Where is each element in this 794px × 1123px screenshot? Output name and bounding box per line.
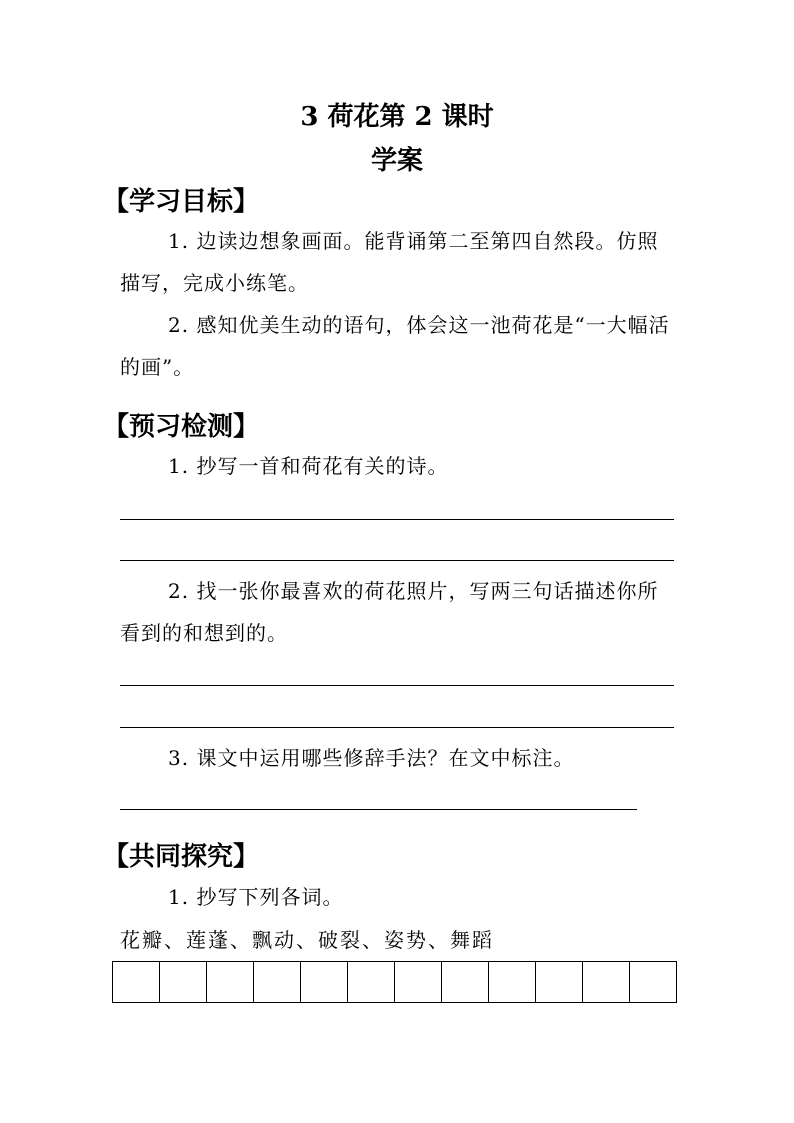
section-heading-goals: 【学习目标】 — [103, 187, 260, 217]
preview-item-2: 2. 找一张你最喜欢的荷花照片，写两三句话描述你所看到的和想到的。 — [120, 579, 659, 645]
explore-item-1: 1. 抄写下列各词。 — [168, 885, 344, 909]
writing-cell[interactable] — [113, 962, 160, 1002]
writing-cell[interactable] — [160, 962, 207, 1002]
writing-cell[interactable] — [395, 962, 442, 1002]
answer-line[interactable] — [120, 560, 674, 561]
writing-cell[interactable] — [301, 962, 348, 1002]
answer-line[interactable] — [120, 685, 674, 686]
goal-item-2: 2. 感知优美生动的语句，体会这一池荷花是“一大幅活的画”。 — [120, 313, 670, 379]
section-heading-explore: 【共同探究】 — [103, 842, 260, 872]
answer-line[interactable] — [120, 809, 637, 810]
writing-cell[interactable] — [630, 962, 677, 1002]
writing-cell[interactable] — [254, 962, 301, 1002]
writing-cell[interactable] — [207, 962, 254, 1002]
answer-line[interactable] — [120, 727, 674, 728]
preview-item-3: 3. 课文中运用哪些修辞手法？在文中标注。 — [168, 746, 575, 770]
vocabulary-list: 花瓣、莲蓬、飘动、破裂、姿势、舞蹈 — [120, 928, 494, 952]
page-title: 3 荷花第 2 课时 — [300, 102, 494, 132]
writing-cell[interactable] — [348, 962, 395, 1002]
writing-grid — [112, 961, 677, 1003]
writing-cell[interactable] — [489, 962, 536, 1002]
writing-cell[interactable] — [442, 962, 489, 1002]
answer-line[interactable] — [120, 519, 674, 520]
section-heading-preview: 【预习检测】 — [103, 412, 260, 442]
writing-cell[interactable] — [536, 962, 583, 1002]
writing-cell[interactable] — [583, 962, 630, 1002]
goal-item-1: 1. 边读边想象画面。能背诵第二至第四自然段。仿照描写，完成小练笔。 — [120, 229, 659, 295]
preview-item-1: 1. 抄写一首和荷花有关的诗。 — [168, 454, 449, 478]
page-subtitle: 学案 — [370, 146, 423, 176]
